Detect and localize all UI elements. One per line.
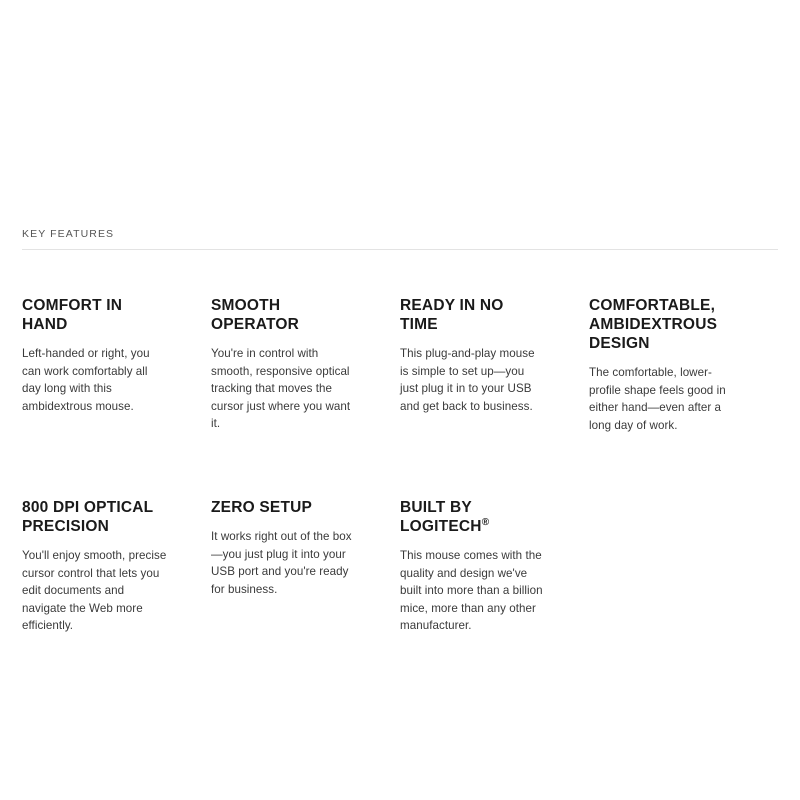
feature-body: You'll enjoy smooth, precise cursor control that lets you edit documents and navigate the Web more efficiently. <box>22 549 167 632</box>
feature-body: The comfortable, lower-profile shape feels good in either hand—even after a long day of work. <box>589 366 726 432</box>
feature-item <box>400 498 589 635</box>
row-spacer <box>22 476 778 498</box>
feature-title-text: SMOOTH OPERATOR <box>211 297 300 333</box>
feature-item <box>22 498 211 635</box>
feature-title <box>589 296 734 353</box>
feature-title <box>400 296 545 334</box>
feature-title <box>211 296 356 334</box>
feature-title-text: BUILT BY LOGITECH <box>400 499 482 535</box>
feature-item <box>211 296 400 434</box>
feature-title-text: COMFORT IN HAND <box>22 297 123 333</box>
feature-body: Left-handed or right, you can work comfortably all day long with this ambidextrous mouse. <box>22 347 150 413</box>
key-features-section <box>22 228 778 677</box>
section-divider <box>22 249 778 250</box>
feature-body: You're in control with smooth, responsive optical tracking that moves the cursor just where you want it. <box>211 347 351 430</box>
feature-body: This plug-and-play mouse is simple to set up—you just plug it in to your USB and get back to business. <box>400 347 535 413</box>
feature-title-text: COMFORTABLE, AMBIDEXTROUS DESIGN <box>589 297 718 352</box>
feature-title-text: READY IN NO TIME <box>400 297 504 333</box>
feature-title <box>22 296 167 334</box>
feature-title-text: 800 DPI OPTICAL PRECISION <box>22 499 154 535</box>
feature-body: It works right out of the box—you just plug it into your USB port and you're ready for business. <box>211 530 352 596</box>
feature-title-superscript: ® <box>481 516 490 528</box>
feature-title <box>211 498 356 517</box>
feature-grid <box>22 296 778 677</box>
feature-item <box>400 296 589 434</box>
feature-item <box>211 498 400 635</box>
feature-body: This mouse comes with the quality and design we've built into more than a billion mice, more than any other manufacturer. <box>400 549 543 632</box>
feature-title <box>400 498 545 536</box>
feature-title-text: ZERO SETUP <box>211 499 313 516</box>
section-label: KEY FEATURES <box>22 228 115 240</box>
feature-item <box>589 296 778 434</box>
feature-title <box>22 498 167 536</box>
feature-item <box>22 296 211 434</box>
feature-item-empty <box>589 498 778 635</box>
